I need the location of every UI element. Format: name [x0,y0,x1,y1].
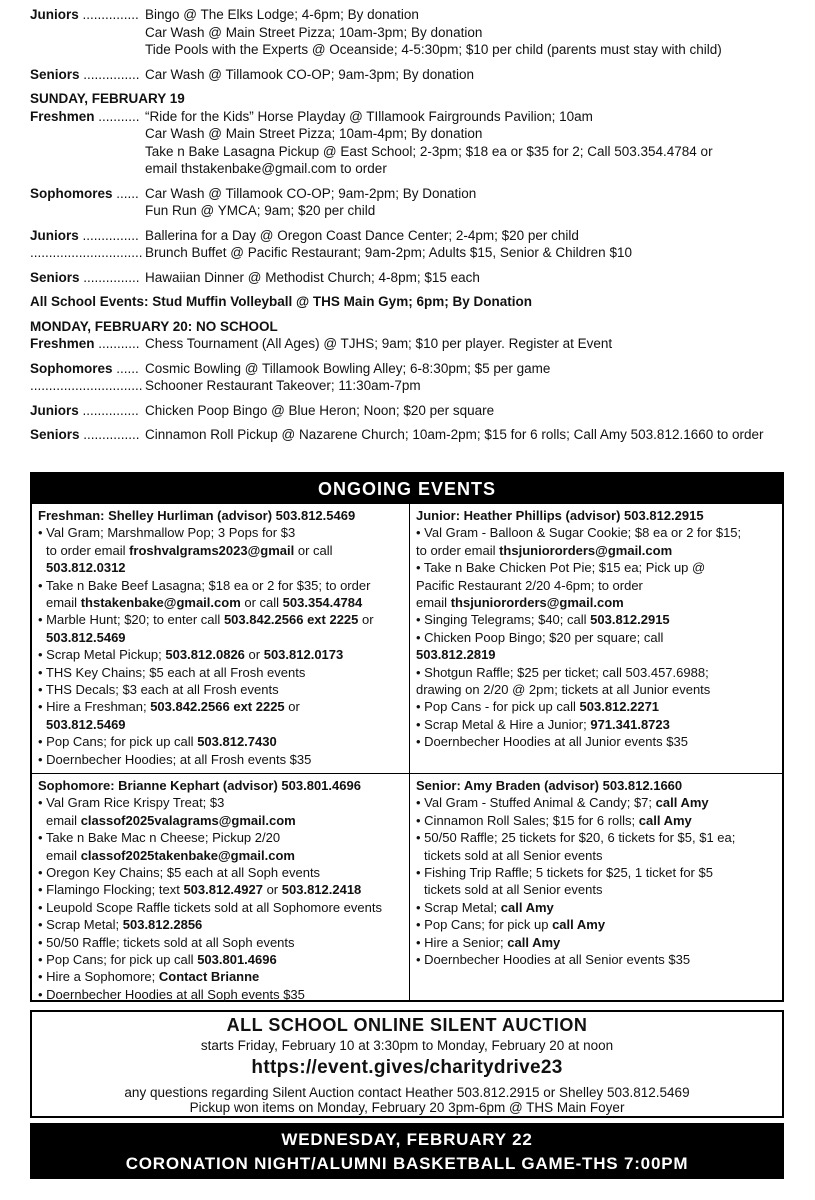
list-item: • Doernbecher Hoodies; at all Frosh events $35 [38,751,312,767]
junior-panel [410,504,782,774]
panel-header: Senior: Amy Braden (advisor) 503.812.1660 [416,778,683,793]
list-item-cont: Pacific Restaurant 2/20 4-6pm; to order [416,577,643,593]
group-label: Juniors ............... [30,402,139,418]
event-line: Chicken Poop Bingo @ Blue Heron; Noon; $20 per square [145,402,495,418]
ongoing-events-title: ONGOING EVENTS [32,474,782,504]
event-line: “Ride for the Kids” Horse Playday @ TIllamook Fairgrounds Pavilion; 10am [145,108,593,124]
schedule-entry [30,66,800,84]
list-item: • Scrap Metal Pickup; 503.812.0826 or 503.812.0173 [38,647,344,663]
list-item-cont: email thsjuniororders@gmail.com [416,595,624,611]
list-item-cont: 503.812.5469 [46,629,126,645]
senior-panel [410,774,782,1002]
list-item: • Singing Telegrams; $40; call 503.812.2915 [416,612,670,628]
list-item: • Val Gram - Balloon & Sugar Cookie; $8 ea or 2 for $15; [416,525,742,541]
schedule-entry [30,185,800,220]
list-item: • Hire a Senior; call Amy [416,934,561,950]
list-item: • THS Key Chains; $5 each at all Frosh events [38,664,306,680]
list-item: • Pop Cans; for pick up call 503.801.4696 [38,952,277,968]
event-line: Tide Pools with the Experts @ Oceanside; 4-5:30pm; $10 per child (parents must stay with child) [145,42,722,57]
list-item: • Chicken Poop Bingo; $20 per square; call [416,629,664,645]
list-item: • Hire a Sophomore; Contact Brianne [38,969,260,985]
list-item: • Scrap Metal & Hire a Junior; 971.341.8723 [416,716,670,732]
freshman-panel [32,504,410,774]
silent-auction-box [30,1010,784,1118]
list-item-cont: email thstakenbake@gmail.com or call 503.354.4784 [46,595,363,611]
list-item: • Scrap Metal; 503.812.2856 [38,917,203,933]
event-line: Car Wash @ Tillamook CO-OP; 9am-2pm; By Donation [145,185,477,201]
list-item-cont: 503.812.0312 [46,560,126,576]
list-item: • Leupold Scope Raffle tickets sold at all Sophomore events [38,899,382,915]
list-item: • Val Gram Rice Krispy Treat; $3 [38,795,225,811]
list-item: • Shotgun Raffle; $25 per ticket; call 503.457.6988; [416,664,709,680]
event-line: Chess Tournament (All Ages) @ TJHS; 9am; $10 per player. Register at Event [145,336,613,351]
list-item-cont: to order email thsjuniororders@gmail.com [416,542,673,558]
list-item: • Take n Bake Beef Lasagna; $18 ea or 2 for $35; to order [38,577,371,593]
list-item: • Scrap Metal; call Amy [416,899,554,915]
group-label: Freshmen ........... [30,108,140,124]
list-item: • Hire a Freshman; 503.842.2566 ext 2225 or [38,699,300,715]
list-item: • Fishing Trip Raffle; 5 tickets for $25, 1 ticket for $5 [416,865,713,881]
schedule-entry [30,6,800,59]
event-line: Schooner Restaurant Takeover; 11:30am-7pm [145,378,421,393]
list-item-cont: drawing on 2/20 @ 2pm; tickets at all Junior events [416,682,711,698]
schedule [30,6,800,444]
auction-contact: any questions regarding Silent Auction contact Heather 503.812.2915 or Shelley 503.812.5469 [124,1085,690,1100]
event-line: Fun Run @ YMCA; 9am; $20 per child [145,203,376,218]
schedule-entry [30,402,800,420]
list-item: • Oregon Key Chains; $5 each at all Soph events [38,865,321,881]
panel-header: Sophomore: Brianne Kephart (advisor) 503.801.4696 [38,778,361,793]
schedule-entry [30,426,800,444]
list-item-cont: tickets sold at all Senior events [424,882,603,898]
list-item-cont: email classof2025takenbake@gmail.com [46,847,295,863]
group-label: Sophomores ...... [30,185,139,201]
group-label: Freshmen ........... [30,336,140,351]
group-label: Juniors ............... [30,227,139,243]
entry-body [145,6,800,59]
schedule-entry [30,335,800,353]
event-line: Car Wash @ Main Street Pizza; 10am-4pm; By donation [145,126,483,141]
event-line: Hawaiian Dinner @ Methodist Church; 4-8pm; $15 each [145,269,480,285]
event-line: Bingo @ The Elks Lodge; 4-6pm; By donation [145,7,419,22]
list-item: • Pop Cans - for pick up call 503.812.2271 [416,699,660,715]
schedule-entry [30,269,800,287]
group-label: Seniors ............... [30,269,140,285]
group-label: Seniors ............... [30,427,140,442]
list-item: • Cinnamon Roll Sales; $15 for 6 rolls; call Amy [416,812,692,828]
event-line: Ballerina for a Day @ Oregon Coast Dance Center; 2-4pm; $20 per child [145,227,579,243]
list-item: • Val Gram - Stuffed Animal & Candy; $7; call Amy [416,795,709,811]
coronation-banner [30,1123,784,1179]
list-item: • Doernbecher Hoodies at all Senior events $35 [416,952,691,968]
banner-event: CORONATION NIGHT/ALUMNI BASKETBALL GAME-THS 7:00PM [125,1154,689,1173]
schedule-entry [30,360,800,378]
list-item: • Pop Cans; for pick up call 503.812.7430 [38,734,277,750]
list-item: • Flamingo Flocking; text 503.812.4927 or 503.812.2418 [38,882,362,898]
list-item-cont: 503.812.5469 [46,716,126,732]
list-item-cont: 503.812.2819 [416,647,496,663]
group-label: Sophomores ...... [30,360,139,376]
auction-dates: starts Friday, February 10 at 3:30pm to Monday, February 20 at noon [200,1038,614,1053]
panel-header: Freshman: Shelley Hurliman (advisor) 503.812.5469 [38,508,356,523]
banner-date: WEDNESDAY, FEBRUARY 22 [281,1130,533,1149]
list-item: • Doernbecher Hoodies at all Junior events $35 [416,734,688,750]
all-school-events: All School Events: Stud Muffin Volleyball @ THS Main Gym; 6pm; By Donation [30,294,532,309]
auction-title: ALL SCHOOL ONLINE SILENT AUCTION [226,1015,588,1035]
group-label: .............................. [30,378,143,393]
list-item: • 50/50 Raffle; tickets sold at all Soph events [38,934,295,950]
schedule-entry [30,227,800,245]
panel-header: Junior: Heather Phillips (advisor) 503.812.2915 [416,508,704,523]
list-item: • Take n Bake Chicken Pot Pie; $15 ea; Pick up @ [416,560,706,576]
ongoing-events-grid [32,504,782,1000]
list-item-cont: to order email froshvalgrams2023@gmail or call [46,542,333,558]
event-line: email thstakenbake@gmail.com to order [145,161,387,176]
group-label: Seniors ............... [30,66,140,82]
event-line: Car Wash @ Tillamook CO-OP; 9am-3pm; By donation [145,66,475,82]
ongoing-events-box [30,472,784,1002]
event-line: Car Wash @ Main Street Pizza; 10am-3pm; By donation [145,24,483,40]
auction-url[interactable]: https://event.gives/charitydrive23 [251,1057,563,1078]
event-line: Cosmic Bowling @ Tillamook Bowling Alley; 6-8:30pm; $5 per game [145,360,551,376]
day-heading: MONDAY, FEBRUARY 20: NO SCHOOL [30,318,278,334]
list-item-cont: tickets sold at all Senior events [424,847,603,863]
event-line: Brunch Buffet @ Pacific Restaurant; 9am-2pm; Adults $15, Senior & Children $10 [145,245,632,260]
schedule-entry [30,108,800,178]
list-item-cont: email classof2025valagrams@gmail.com [46,812,296,828]
group-label: .............................. [30,245,143,260]
event-line: Cinnamon Roll Pickup @ Nazarene Church; 10am-2pm; $15 for 6 rolls; Call Amy 503.812.1660 to order [145,427,764,442]
day-heading: SUNDAY, FEBRUARY 19 [30,91,185,106]
event-line: Take n Bake Lasagna Pickup @ East School; 2-3pm; $18 ea or $35 for 2; Call 503.354.4784 or [145,143,713,159]
sophomore-panel [32,774,410,1002]
list-item: • Marble Hunt; $20; to enter call 503.842.2566 ext 2225 or [38,612,374,628]
list-item: • Pop Cans; for pick up call Amy [416,917,606,933]
auction-pickup: Pickup won items on Monday, February 20 3pm-6pm @ THS Main Foyer [189,1100,625,1115]
list-item: • Doernbecher Hoodies at all Soph events $35 [38,986,305,1002]
schedule-entry [30,377,800,395]
list-item: • Take n Bake Mac n Cheese; Pickup 2/20 [38,830,281,846]
list-item: • 50/50 Raffle; 25 tickets for $20, 6 tickets for $5, $1 ea; [416,830,736,846]
schedule-entry [30,244,800,262]
list-item: • THS Decals; $3 each at all Frosh events [38,682,279,698]
group-label: Juniors ............... [30,7,139,22]
list-item: • Val Gram; Marshmallow Pop; 3 Pops for $3 [38,525,296,541]
